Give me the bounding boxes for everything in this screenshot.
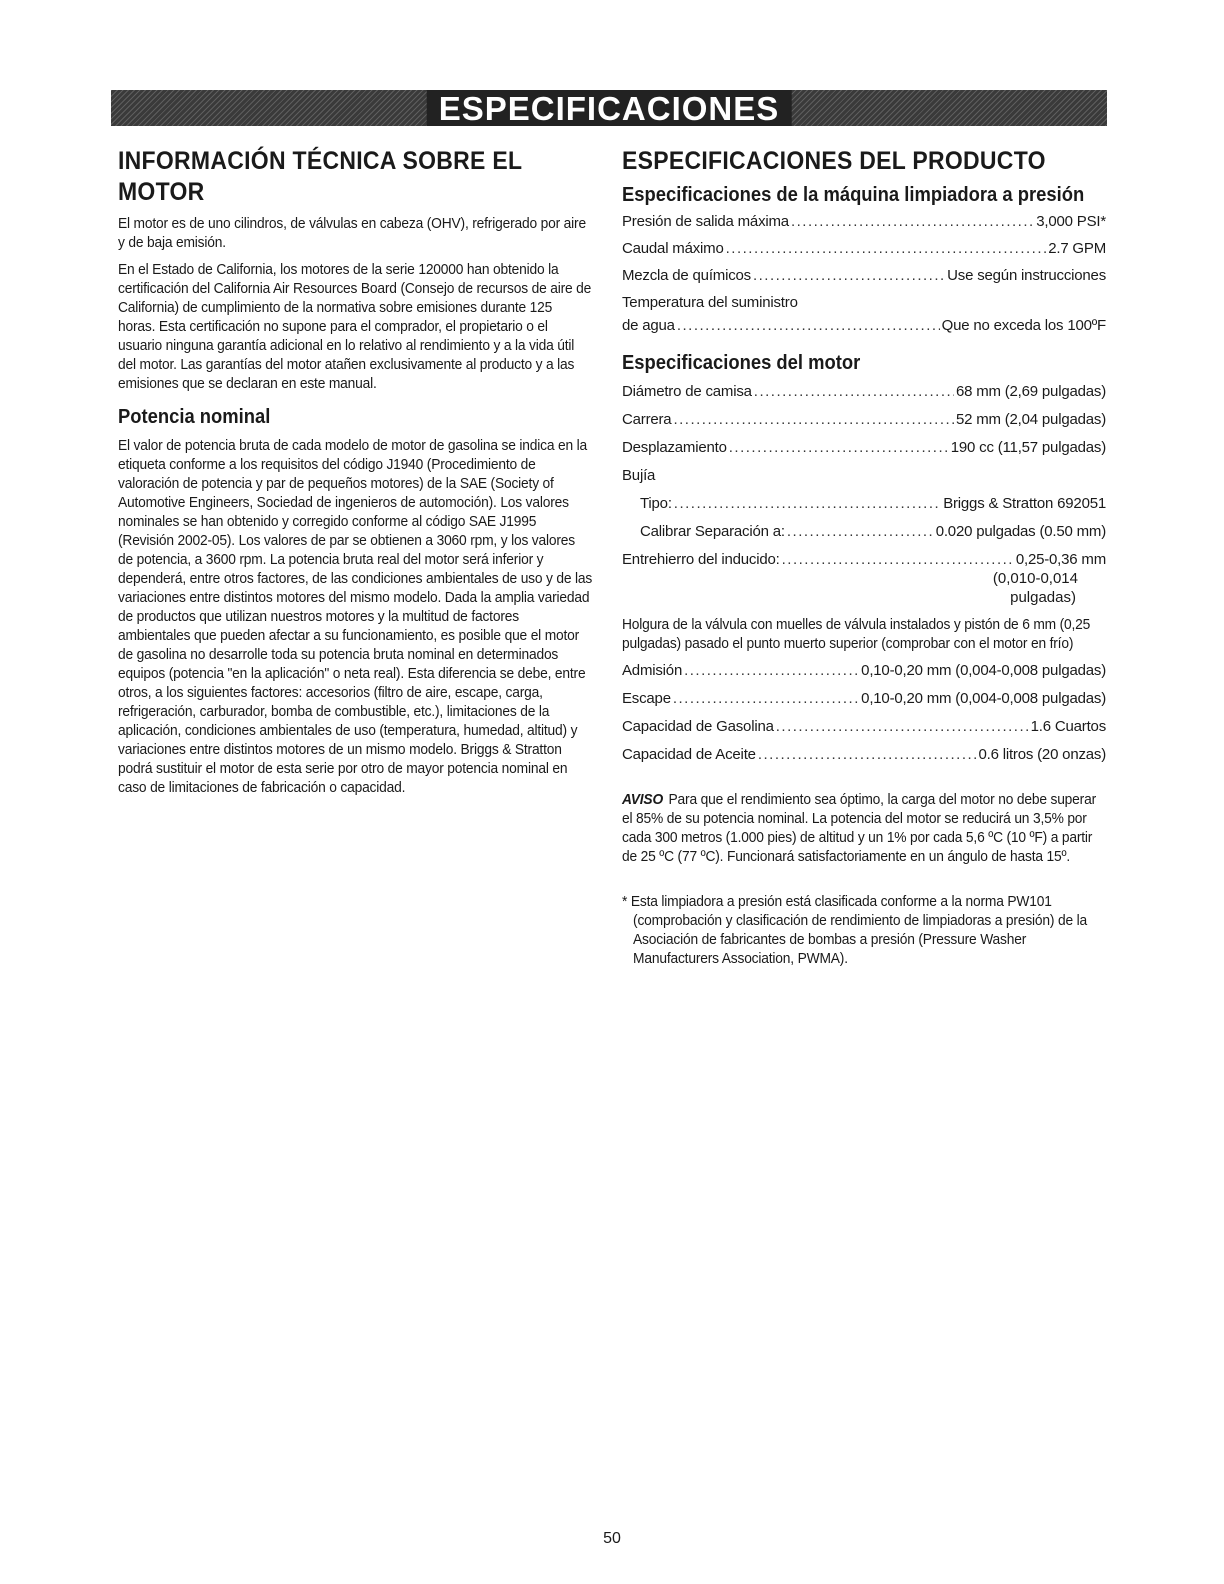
spec-value: 3,000 PSI* [1036, 213, 1106, 230]
spec-value: 0,10-0,20 mm (0,004-0,008 pulgadas) [861, 662, 1106, 679]
aviso-label: AVISO [622, 791, 664, 808]
aviso-note [622, 790, 1103, 866]
left-column [118, 146, 596, 797]
power-rating-heading: Potencia nominal [118, 406, 271, 428]
spec-row [622, 689, 1106, 708]
spec-value: Briggs & Stratton 692051 [943, 495, 1106, 512]
right-column [622, 146, 1106, 968]
spec-row [622, 212, 1106, 231]
spec-row [622, 522, 1106, 541]
spec-label: Calibrar Separación a: [640, 523, 785, 540]
spec-row [622, 382, 1106, 401]
page-number: 50 [603, 1530, 621, 1547]
spec-label: Presión de salida máxima [622, 213, 789, 230]
spec-value: Use según instrucciones [947, 267, 1106, 284]
spec-label: Tipo: [640, 495, 672, 512]
spec-label: Capacidad de Aceite [622, 746, 756, 763]
spec-value: 52 mm (2,04 pulgadas) [955, 411, 1106, 428]
spec-value-continued: (0,010-0,014 [992, 570, 1078, 587]
spec-label: Mezcla de químicos [622, 267, 751, 284]
section-banner [111, 90, 1107, 126]
spec-label: Desplazamiento [622, 439, 727, 456]
spec-label: Temperatura del suministro [622, 294, 798, 311]
spec-row [622, 293, 1106, 312]
spec-label: Carrera [622, 411, 672, 428]
spec-value: 0.020 pulgadas (0.50 mm) [935, 523, 1106, 540]
spec-label: Diámetro de camisa [622, 383, 752, 400]
spec-value: 1.6 Cuartos [1030, 718, 1106, 735]
spec-row [622, 316, 1106, 335]
motor-specs-heading: Especificaciones del motor [622, 352, 861, 374]
footnote: * Esta limpiadora a presión está clasificada conforme a la norma PW101 (comprobación y clasificación de rendimiento de limpiadoras a presión) de la Asociación de fabricantes de bombas a presión (Pressure Washer Manufacturers Association, PWMA). [622, 893, 1087, 967]
spec-value: 190 cc (11,57 pulgadas) [950, 439, 1106, 456]
spec-row [622, 266, 1106, 285]
valve-clearance-text: Holgura de la válvula con muelles de válvula instalados y pistón de 6 mm (0,25 pulgadas) pasado el punto muerto superior (comprobar con el motor en frío) [622, 616, 1091, 652]
product-specs-heading: ESPECIFICACIONES DEL PRODUCTO [622, 147, 1046, 175]
spec-value: 0.6 litros (20 onzas) [978, 746, 1106, 763]
spec-row [622, 717, 1106, 736]
spec-value: 2.7 GPM [1048, 240, 1106, 257]
engine-info-heading: INFORMACIÓN TÉCNICA SOBRE EL MOTOR [118, 147, 522, 206]
spec-row [622, 745, 1106, 764]
spec-label: Capacidad de Gasolina [622, 718, 774, 735]
spec-label: Entrehierro del inducido: [622, 551, 780, 568]
spec-value-continued: pulgadas) [1010, 589, 1076, 606]
washer-specs-heading: Especificaciones de la máquina limpiadora a presión [622, 184, 1085, 206]
spec-value: Que no exceda los 100ºF [941, 317, 1106, 334]
spec-value: 0,10-0,20 mm (0,004-0,008 pulgadas) [861, 690, 1106, 707]
california-certification: En el Estado de California, los motores de la serie 120000 han obtenido la certificación del California Air Resources Board (Consejo de recursos de aire de California) de cumplimiento de la normativa sobre emisiones durante 125 horas. Esta certificación no supone para el comprador, el propietario o el usuario ninguna garantía adicional en lo relativo al rendimiento y a la vida útil del motor. Las garantías del motor atañen exclusivamente al producto y a las emisiones que se declaran en este manual. [118, 261, 592, 392]
engine-description: El motor es de uno cilindros, de válvulas en cabeza (OHV), refrigerado por aire y de baja emisión. [118, 215, 586, 251]
spec-label: Caudal máximo [622, 240, 724, 257]
banner-title: ESPECIFICACIONES [427, 90, 792, 126]
aviso-text: Para que el rendimiento sea óptimo, la carga del motor no debe superar el 85% de su potencia nominal. La potencia del motor se reducirá un 3,5% por cada 300 metros (1.000 pies) de altitud y un 1% por cada 5,6 ºC (10 ºF) a partir de 25 ºC (77 ºC). Funcionará satisfactoriamente en un ángulo de hasta 15º. [622, 791, 1096, 865]
spec-row [622, 239, 1106, 258]
spec-label: de agua [622, 317, 675, 334]
spec-value: 0,25-0,36 mm [1015, 551, 1106, 568]
spec-row [622, 661, 1106, 680]
spec-row [622, 466, 1106, 485]
spec-row [622, 550, 1106, 569]
spec-label: Admisión [622, 662, 683, 679]
power-rating-text: El valor de potencia bruta de cada modelo de motor de gasolina se indica en la etiqueta conforme a los requisitos del código J1940 (Procedimiento de valoración de potencia y par de pequeños motores) de la SAE (Society of Automotive Engineers, Sociedad de ingenieros de automoción). Los valores nominales se han obtenido y corregido conforme al código SAE J1995 (Revisión 2002-05). Los valores de par se obtienen a 3060 rpm, y los valores de potencia, a 3600 rpm. La potencia bruta real del motor será inferior y dependerá, entre otros factores, de las condiciones ambientales de uso y de las variaciones entre distintos motores del mismo modelo. Dada la amplia variedad de productos que utilizan nuestros motores y la multitud de factores ambientales que pueden afectar a su funcionamiento, es posible que el motor de gasolina no desarrolle toda su potencia bruta nominal en determinados equipos (potencia "en la aplicación" o neta real). Esta diferencia se debe, entre otros, a los siguientes factores: accesorios (filtro de aire, escape, carga, refrigeración, carburador, bomba de combustible, etc.), limitaciones de la aplicación, condiciones ambientales de uso (temperatura, humedad, altitud) y variaciones entre distintos motores de un mismo modelo. Briggs & Stratton podrá sustituir el motor de esta serie por otro de mayor potencia nominal en caso de limitaciones de fabricación o capacidad. [118, 437, 593, 796]
spec-value: 68 mm (2,69 pulgadas) [955, 383, 1106, 400]
spec-row [622, 410, 1106, 429]
spec-row [622, 438, 1106, 457]
spec-row [622, 494, 1106, 513]
spec-label: Escape [622, 690, 671, 707]
spec-label: Bujía [622, 467, 656, 484]
